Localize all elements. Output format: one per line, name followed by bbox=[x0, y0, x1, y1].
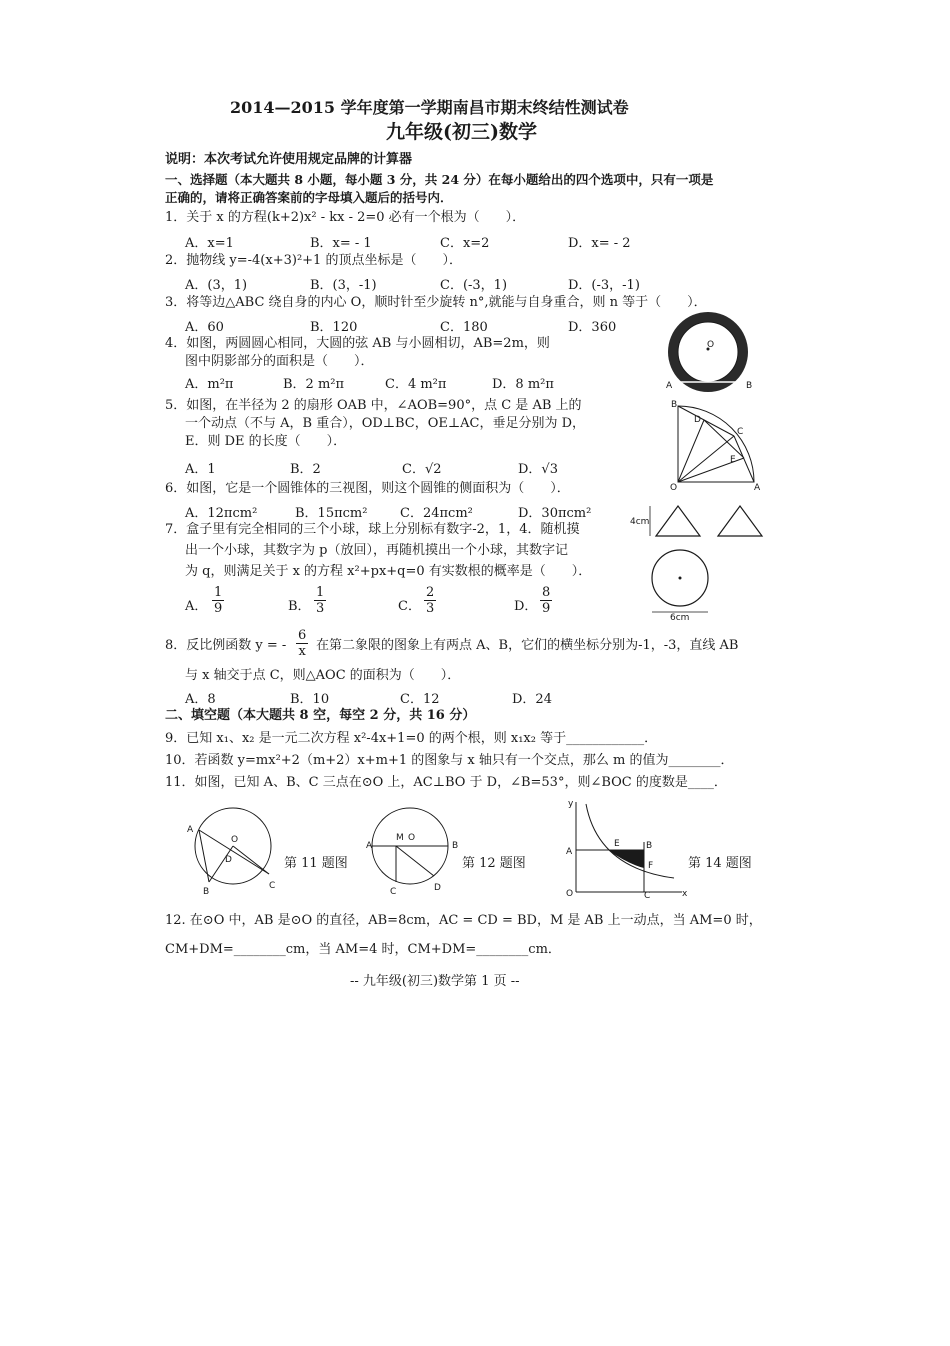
q4-figure bbox=[660, 312, 760, 396]
fig14-caption: 第 14 题图 bbox=[688, 856, 752, 871]
fig14-label-f: F bbox=[648, 861, 654, 871]
q4-line2: 图中阴影部分的面积是（ ）． bbox=[185, 354, 374, 369]
fig14-shaded-region bbox=[608, 850, 644, 868]
fig12-label-o: O bbox=[408, 833, 416, 843]
q8-option-b: B．10 bbox=[290, 692, 330, 707]
q4-label-o: O bbox=[707, 340, 715, 350]
fig11-caption: 第 11 题图 bbox=[284, 856, 348, 871]
q5-option-a: A．1 bbox=[185, 462, 216, 477]
q4-line1: 4．如图，两圆圆心相同，大圆的弦 AB 与小圆相切，AB=2m，则 bbox=[165, 336, 550, 351]
q8-option-d: D．24 bbox=[512, 692, 552, 707]
q7-d-denominator: 9 bbox=[542, 601, 551, 616]
q3-option-d: D．360 bbox=[568, 320, 617, 335]
q5-sector bbox=[678, 406, 754, 482]
fig12-label-c: C bbox=[390, 887, 397, 897]
q7-option-c-fraction bbox=[424, 585, 436, 616]
fig11-label-d: D bbox=[225, 855, 232, 865]
q5-label-d: D bbox=[694, 415, 701, 425]
q7-d-numerator: 8 bbox=[542, 585, 551, 600]
q6-figure bbox=[630, 500, 770, 622]
q7-line2: 出一个小球，其数字为 p（放回），再随机摸出一个小球，其数字记 bbox=[185, 543, 568, 558]
q6-option-d: D．30πcm² bbox=[518, 506, 592, 521]
q6-option-b: B．15πcm² bbox=[295, 506, 368, 521]
q7-a-denominator: 9 bbox=[214, 601, 223, 616]
q2-option-c: C．(-3，1) bbox=[440, 278, 508, 293]
q6-label-4cm: 4cm bbox=[630, 517, 650, 527]
q5-label-o: O bbox=[670, 483, 678, 493]
fig12-segment-md bbox=[396, 846, 434, 876]
q5-label-b: B bbox=[671, 400, 678, 410]
fig14-curve bbox=[586, 804, 674, 878]
q7-option-b-fraction bbox=[314, 585, 326, 616]
q2-option-b: B．(3，-1) bbox=[310, 278, 377, 293]
fig12-label-d: D bbox=[434, 883, 441, 893]
q5-line2: 一个动点（不与 A，B 重合），OD⊥BC，OE⊥AC，垂足分别为 D， bbox=[185, 416, 586, 431]
fig11-label-b: B bbox=[203, 887, 210, 897]
q7-option-d: D． bbox=[514, 599, 538, 614]
fig11-chord-ab bbox=[199, 830, 209, 882]
fig14-label-c: C bbox=[644, 891, 651, 901]
q5-segment-de bbox=[704, 420, 744, 458]
q7-option-c: C． bbox=[398, 599, 421, 614]
q5-line3: E．则 DE 的长度（ ）． bbox=[185, 434, 347, 449]
q7-option-d-fraction bbox=[540, 585, 552, 616]
q9-text: 9．已知 x₁、x₂ 是一元二次方程 x²-4x+1=0 的两个根，则 x₁x₂ 等于____________． bbox=[165, 731, 658, 746]
fig12-label-a: A bbox=[366, 841, 373, 851]
q3-option-b: B．120 bbox=[310, 320, 358, 335]
q8-line2: 与 x 轴交于点 C，则△AOC 的面积为（ ）． bbox=[185, 668, 461, 683]
fig14-label-x: x bbox=[682, 889, 688, 899]
q5-option-b: B．2 bbox=[290, 462, 321, 477]
q6-side-view bbox=[718, 506, 762, 536]
q6-label-6cm: 6cm bbox=[670, 613, 690, 623]
q5-line1: 5．如图，在半径为 2 的扇形 OAB 中，∠AOB=90°，点 C 是 AB 上的 bbox=[165, 398, 582, 413]
fig12-caption: 第 12 题图 bbox=[462, 856, 526, 871]
fig14 bbox=[558, 798, 688, 901]
q4-option-d: D．8 m²π bbox=[492, 377, 554, 392]
q5-option-c: C．√2 bbox=[402, 462, 442, 477]
q5-label-c: C bbox=[737, 427, 744, 437]
section2-heading: 二、填空题（本大题共 8 空，每空 2 分，共 16 分） bbox=[165, 708, 476, 723]
q6-option-a: A．12πcm² bbox=[185, 506, 258, 521]
q8-denominator: x bbox=[298, 644, 306, 659]
q4-inner-circle bbox=[678, 322, 738, 382]
q4-option-c: C．4 m²π bbox=[385, 377, 447, 392]
q7-b-denominator: 3 bbox=[316, 601, 325, 616]
q6-stem: 6．如图，它是一个圆锥体的三视图，则这个圆锥的侧面积为（ ）． bbox=[165, 481, 570, 496]
q5-label-e: E bbox=[730, 455, 736, 465]
fig14-label-b: B bbox=[646, 841, 653, 851]
fig12 bbox=[366, 800, 466, 896]
q5-figure bbox=[668, 400, 764, 493]
q1-option-a: A．x=1 bbox=[185, 236, 234, 251]
fig14-label-e: E bbox=[614, 839, 620, 849]
q4-label-a: A bbox=[666, 381, 673, 391]
q5-segment-od bbox=[678, 420, 704, 482]
q8-line1-pre: 8．反比例函数 y = - bbox=[165, 638, 287, 653]
q6-front-view bbox=[656, 506, 700, 536]
q10-text: 10．若函数 y=mx²+2（m+2）x+m+1 的图象与 x 轴只有一个交点，那么 m 的值为________． bbox=[165, 753, 734, 768]
q8-numerator: 6 bbox=[298, 628, 307, 643]
q1-option-b: B．x= - 1 bbox=[310, 236, 372, 251]
q7-c-numerator: 2 bbox=[426, 585, 435, 600]
q12-line2: CM+DM=________cm，当 AM=4 时，CM+DM=________cm． bbox=[165, 942, 561, 957]
q7-option-b: B． bbox=[288, 599, 311, 614]
exam-title: 2014—2015 学年度第一学期南昌市期末终结性测试卷 bbox=[230, 98, 629, 117]
q1-stem: 1．关于 x 的方程(k+2)x² - kx - 2=0 必有一个根为（ ）． bbox=[165, 210, 526, 225]
q8-fraction bbox=[296, 628, 308, 659]
fig14-label-a: A bbox=[566, 847, 573, 857]
fig11-segment-oc bbox=[233, 846, 269, 874]
q3-option-c: C．180 bbox=[440, 320, 488, 335]
q6-top-view-center bbox=[679, 577, 682, 580]
q12-line1: 12. 在⊙O 中，AB 是⊙O 的直径，AB=8cm，AC = CD = BD，M 是 AB 上一动点，当 AM=0 时， bbox=[165, 913, 762, 928]
q7-a-numerator: 1 bbox=[214, 585, 223, 600]
fig11 bbox=[185, 800, 285, 896]
exam-note: 说明：本次考试允许使用规定品牌的计算器 bbox=[165, 152, 413, 167]
fig12-label-b: B bbox=[452, 841, 459, 851]
q7-c-denominator: 3 bbox=[426, 601, 435, 616]
q8-option-c: C．12 bbox=[400, 692, 440, 707]
fig14-label-o: O bbox=[566, 889, 574, 899]
q1-option-c: C．x=2 bbox=[440, 236, 490, 251]
fig11-label-o: O bbox=[231, 835, 239, 845]
fig12-label-m: M bbox=[396, 833, 404, 843]
q6-option-c: C．24πcm² bbox=[400, 506, 473, 521]
q8-line1-post: 在第二象限的图象上有两点 A、B，它们的横坐标分别为-1，-3，直线 AB bbox=[316, 638, 739, 653]
q5-option-d: D．√3 bbox=[518, 462, 558, 477]
q5-label-a: A bbox=[754, 483, 761, 493]
fig14-label-y: y bbox=[568, 799, 574, 809]
q2-stem: 2．抛物线 y=-4(x+3)²+1 的顶点坐标是（ ）． bbox=[165, 253, 462, 268]
q11-text: 11．如图，已知 A、B、C 三点在⊙O 上，AC⊥BO 于 D，∠B=53°，则∠BOC 的度数是____． bbox=[165, 775, 727, 790]
q4-label-b: B bbox=[746, 381, 753, 391]
exam-subtitle: 九年级(初三)数学 bbox=[386, 121, 537, 143]
q8-option-a: A．8 bbox=[185, 692, 216, 707]
q2-option-d: D．(-3，-1) bbox=[568, 278, 640, 293]
q1-option-d: D．x= - 2 bbox=[568, 236, 631, 251]
section1-heading-cont: 正确的，请将正确答案前的字母填入题后的括号内． bbox=[165, 190, 453, 205]
section1-heading: 一、选择题（本大题共 8 小题，每小题 3 分，共 24 分）在每小题给出的四个选项中，只有一项是 bbox=[165, 172, 714, 187]
q7-line3: 为 q，则满足关于 x 的方程 x²+px+q=0 有实数根的概率是（ ）． bbox=[185, 564, 592, 579]
q4-option-a: A．m²π bbox=[185, 377, 234, 392]
fig11-label-c: C bbox=[269, 881, 276, 891]
q7-option-a-fraction bbox=[212, 585, 224, 616]
q7-b-numerator: 1 bbox=[316, 585, 325, 600]
q2-option-a: A．(3，1) bbox=[185, 278, 248, 293]
q3-option-a: A．60 bbox=[185, 320, 224, 335]
q7-option-a: A． bbox=[185, 599, 208, 614]
q4-option-b: B．2 m²π bbox=[283, 377, 345, 392]
q5-chord-bc bbox=[678, 406, 734, 436]
fig11-label-a: A bbox=[187, 825, 194, 835]
q3-stem: 3．将等边△ABC 绕自身的内心 O，顺时针至少旋转 n°,就能与自身重合，则 n 等于（ ）． bbox=[165, 295, 707, 310]
q5-radius-oc bbox=[678, 436, 734, 482]
page-footer: -- 九年级(初三)数学第 1 页 -- bbox=[350, 974, 520, 989]
q7-line1: 7．盒子里有完全相同的三个小球，球上分别标有数字-2，1，4．随机摸 bbox=[165, 522, 580, 537]
